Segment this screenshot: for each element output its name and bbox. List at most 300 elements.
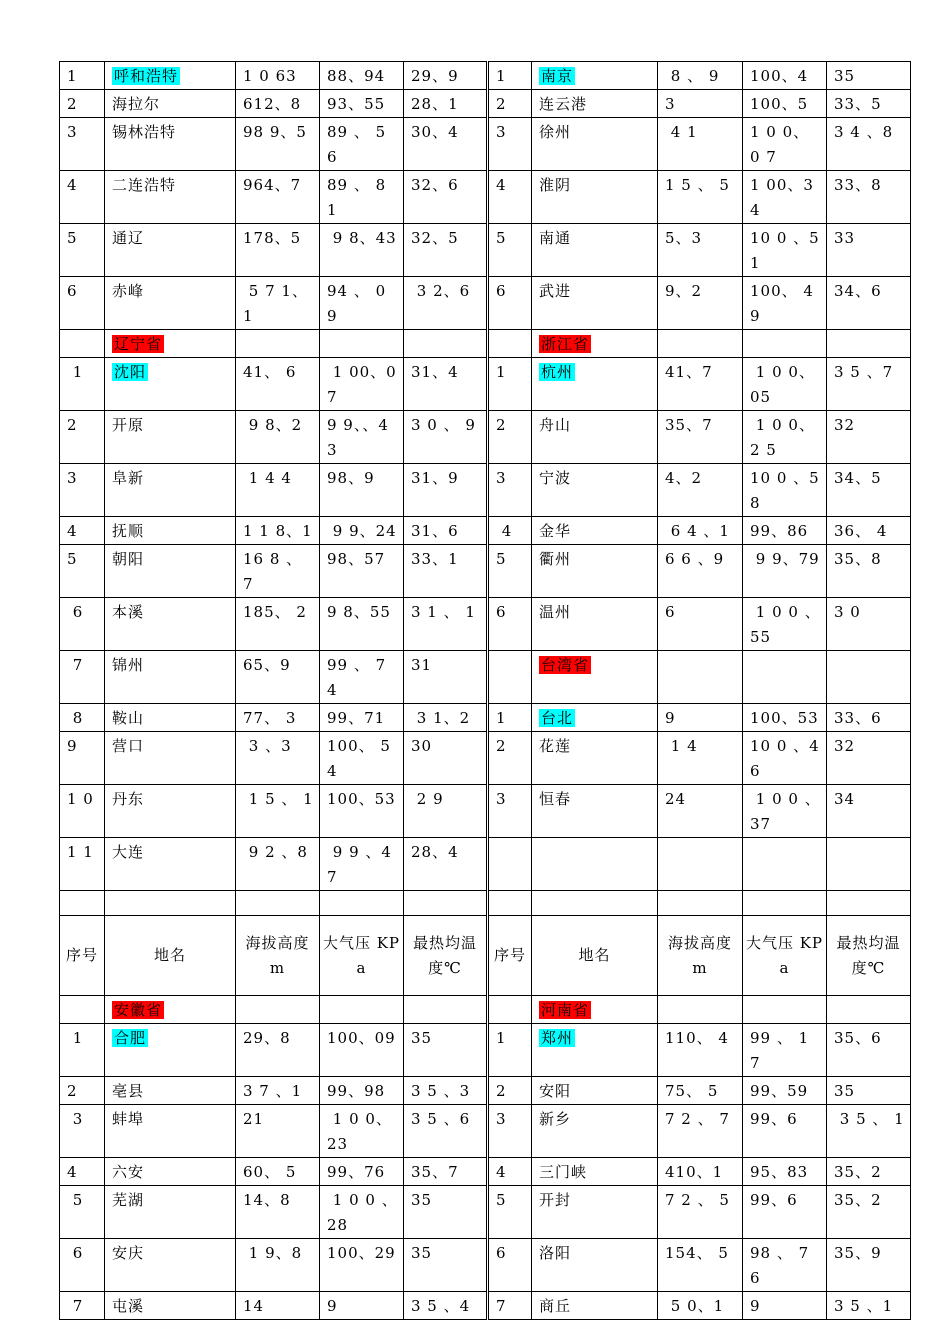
table-row [60, 1158, 911, 1186]
cell-name: 通辽 [105, 224, 236, 277]
highlighted-city: 台北 [541, 709, 574, 727]
cell-press: 1 0 0 、37 [743, 785, 827, 838]
climate-data-sheet [59, 61, 910, 1320]
cell-press: 99、59 [743, 1077, 827, 1105]
cell-name: 锡林浩特 [105, 118, 236, 171]
cell-empty [827, 651, 911, 704]
province-cell [532, 330, 658, 358]
cell-alt: 6 [658, 598, 743, 651]
header-name: 地名 [532, 916, 658, 996]
cell-temp: 34、6 [827, 277, 911, 330]
cell-temp: 35 [404, 1186, 488, 1239]
cell-name: 阜新 [105, 464, 236, 517]
cell-temp: 30 [404, 732, 488, 785]
cell-press: 94 、 0 9 [320, 277, 404, 330]
cell-temp: 35 [404, 1024, 488, 1077]
cell-no [488, 838, 532, 891]
cell-name: 朝阳 [105, 545, 236, 598]
cell-no: 4 [60, 171, 105, 224]
table-row [60, 704, 911, 732]
cell-press: 9 8、55 [320, 598, 404, 651]
cell-alt: 612、8 [236, 90, 320, 118]
cell-no: 5 [488, 1186, 532, 1239]
cell-press: 88、94 [320, 62, 404, 90]
cell-press: 100、53 [743, 704, 827, 732]
cell-name: 营口 [105, 732, 236, 785]
cell-no: 1 [60, 358, 105, 411]
cell-press: 9 9、、4 3 [320, 411, 404, 464]
table-row [60, 651, 911, 704]
cell-alt: 1 4 [658, 732, 743, 785]
cell-temp: 3 5 、6 [404, 1105, 488, 1158]
cell-temp: 34、5 [827, 464, 911, 517]
cell-temp: 31 [404, 651, 488, 704]
header-alt: 海拔高度 m [658, 916, 743, 996]
province-cell [105, 996, 236, 1024]
province-cell [105, 330, 236, 358]
cell-press: 98、9 [320, 464, 404, 517]
cell-alt: 1 1 8、1 [236, 517, 320, 545]
table-row [60, 916, 911, 996]
cell-alt: 24 [658, 785, 743, 838]
cell-name: 赤峰 [105, 277, 236, 330]
cell-temp: 31、6 [404, 517, 488, 545]
cell-name: 开封 [532, 1186, 658, 1239]
cell-alt: 77、 3 [236, 704, 320, 732]
cell-name: 武进 [532, 277, 658, 330]
cell-name [532, 891, 658, 916]
cell-name: 蚌埠 [105, 1105, 236, 1158]
cell-temp: 35、2 [827, 1186, 911, 1239]
cell-name [532, 62, 658, 90]
highlighted-city: 沈阳 [114, 363, 147, 381]
cell-temp [404, 891, 488, 916]
cell-temp: 3 1 、 1 [404, 598, 488, 651]
cell-alt: 1 0 63 [236, 62, 320, 90]
cell-press: 1 00、07 [320, 358, 404, 411]
cell-press: 100、 5 4 [320, 732, 404, 785]
cell-empty [236, 330, 320, 358]
cell-no: 5 [60, 224, 105, 277]
cell-no: 7 [488, 1292, 532, 1320]
cell-no: 1 [488, 1024, 532, 1077]
header-press: 大气压 KPa [320, 916, 404, 996]
cell-temp: 28、1 [404, 90, 488, 118]
cell-name: 淮阴 [532, 171, 658, 224]
cell-no [60, 891, 105, 916]
cell-no: 5 [60, 545, 105, 598]
cell-alt: 98 9、5 [236, 118, 320, 171]
highlighted-city: 杭州 [541, 363, 574, 381]
cell-empty [60, 330, 105, 358]
table-row [60, 1105, 911, 1158]
cell-no: 2 [488, 90, 532, 118]
cell-alt: 1 5 、 1 [236, 785, 320, 838]
header-temp: 最热均温度℃ [404, 916, 488, 996]
cell-press: 1 00、34 [743, 171, 827, 224]
cell-no: 1 [488, 358, 532, 411]
cell-no: 6 [60, 277, 105, 330]
cell-name: 安庆 [105, 1239, 236, 1292]
cell-temp: 33、1 [404, 545, 488, 598]
cell-empty [658, 996, 743, 1024]
cell-no: 1 [60, 62, 105, 90]
cell-temp: 35、2 [827, 1158, 911, 1186]
cell-name: 芜湖 [105, 1186, 236, 1239]
table-row [60, 838, 911, 891]
header-no: 序号 [60, 916, 105, 996]
header-no: 序号 [488, 916, 532, 996]
cell-no: 7 [60, 1292, 105, 1320]
cell-temp: 35、7 [404, 1158, 488, 1186]
cell-empty [743, 330, 827, 358]
province-label: 浙江省 [541, 335, 590, 353]
table-row [60, 545, 911, 598]
cell-name [105, 358, 236, 411]
cell-press: 1 0 0 、55 [743, 598, 827, 651]
cell-no: 1 [488, 704, 532, 732]
cell-alt [236, 891, 320, 916]
cell-no: 2 [60, 90, 105, 118]
cell-press: 10 0 、46 [743, 732, 827, 785]
cell-name: 安阳 [532, 1077, 658, 1105]
cell-temp: 3 5 、 1 [827, 1105, 911, 1158]
cell-no: 1 [60, 1024, 105, 1077]
table-row [60, 464, 911, 517]
cell-name: 徐州 [532, 118, 658, 171]
table-row [60, 1024, 911, 1077]
table-row [60, 1077, 911, 1105]
cell-press: 100、5 [743, 90, 827, 118]
cell-press: 95、83 [743, 1158, 827, 1186]
table-row [60, 224, 911, 277]
cell-temp: 32 [827, 732, 911, 785]
province-cell [532, 996, 658, 1024]
cell-press: 10 0 、58 [743, 464, 827, 517]
cell-name: 洛阳 [532, 1239, 658, 1292]
cell-temp: 3 2、6 [404, 277, 488, 330]
cell-no: 6 [488, 1239, 532, 1292]
table-row [60, 171, 911, 224]
cell-temp: 35、6 [827, 1024, 911, 1077]
cell-name: 屯溪 [105, 1292, 236, 1320]
cell-no: 5 [488, 224, 532, 277]
cell-press: 9 [320, 1292, 404, 1320]
cell-name [105, 62, 236, 90]
cell-alt: 6 6 、9 [658, 545, 743, 598]
cell-alt: 964、7 [236, 171, 320, 224]
cell-no: 6 [488, 598, 532, 651]
cell-alt: 5 7 1、1 [236, 277, 320, 330]
table-row [60, 517, 911, 545]
cell-no: 6 [60, 598, 105, 651]
cell-name: 开原 [105, 411, 236, 464]
cell-no: 8 [60, 704, 105, 732]
cell-no: 1 0 [60, 785, 105, 838]
cell-no: 3 [60, 464, 105, 517]
cell-name: 温州 [532, 598, 658, 651]
cell-press: 100、4 [743, 62, 827, 90]
cell-name: 金华 [532, 517, 658, 545]
cell-press: 9 9 、47 [320, 838, 404, 891]
cell-press: 99、98 [320, 1077, 404, 1105]
cell-no: 4 [60, 1158, 105, 1186]
header-press: 大气压 KPa [743, 916, 827, 996]
cell-temp: 35、8 [827, 545, 911, 598]
cell-alt: 9、2 [658, 277, 743, 330]
cell-press: 99 、 1 7 [743, 1024, 827, 1077]
cell-no: 4 [488, 1158, 532, 1186]
cell-no: 2 [488, 732, 532, 785]
cell-temp: 33 [827, 224, 911, 277]
cell-no: 2 [488, 411, 532, 464]
cell-no: 3 [488, 118, 532, 171]
cell-alt: 178、5 [236, 224, 320, 277]
cell-alt: 7 2 、 7 [658, 1105, 743, 1158]
cell-name: 花莲 [532, 732, 658, 785]
table-row [60, 732, 911, 785]
cell-temp: 3 0 、 9 [404, 411, 488, 464]
cell-alt: 9 [658, 704, 743, 732]
cell-name: 鞍山 [105, 704, 236, 732]
cell-press [320, 891, 404, 916]
cell-temp: 3 0 [827, 598, 911, 651]
cell-name: 衢州 [532, 545, 658, 598]
table-row [60, 891, 911, 916]
cell-press: 100、53 [320, 785, 404, 838]
cell-name: 三门峡 [532, 1158, 658, 1186]
cell-press: 89 、 8 1 [320, 171, 404, 224]
cell-alt: 35、7 [658, 411, 743, 464]
cell-no: 2 [60, 411, 105, 464]
cell-no: 5 [60, 1186, 105, 1239]
province-label: 河南省 [541, 1001, 590, 1019]
cell-name [532, 704, 658, 732]
cell-alt: 1 5 、 5 [658, 171, 743, 224]
cell-press: 9 8、43 [320, 224, 404, 277]
cell-press: 9 [743, 1292, 827, 1320]
cell-press: 99 、 7 4 [320, 651, 404, 704]
cell-name [532, 1024, 658, 1077]
cell-alt: 5 0、1 [658, 1292, 743, 1320]
cell-alt: 14、8 [236, 1186, 320, 1239]
cell-press: 1 0 0、 0 7 [743, 118, 827, 171]
cell-temp: 32、6 [404, 171, 488, 224]
cell-no: 3 [60, 118, 105, 171]
cell-name: 宁波 [532, 464, 658, 517]
cell-temp: 35 [827, 1077, 911, 1105]
cell-alt: 3 [658, 90, 743, 118]
cell-name: 锦州 [105, 651, 236, 704]
cell-temp: 3 5 、4 [404, 1292, 488, 1320]
cell-temp [827, 891, 911, 916]
cell-empty [488, 330, 532, 358]
cell-name: 丹东 [105, 785, 236, 838]
climate-table [59, 61, 911, 1320]
table-row [60, 1292, 911, 1320]
cell-no: 4 [488, 517, 532, 545]
cell-no: 6 [488, 277, 532, 330]
cell-empty [488, 996, 532, 1024]
cell-alt: 4、2 [658, 464, 743, 517]
province-cell [532, 651, 658, 704]
cell-no: 4 [60, 517, 105, 545]
province-label: 辽宁省 [114, 335, 163, 353]
cell-press: 99、71 [320, 704, 404, 732]
cell-temp: 28、4 [404, 838, 488, 891]
cell-alt: 5、3 [658, 224, 743, 277]
cell-name: 本溪 [105, 598, 236, 651]
cell-alt: 60、 5 [236, 1158, 320, 1186]
cell-press: 1 0 0 、28 [320, 1186, 404, 1239]
cell-press: 9 9、79 [743, 545, 827, 598]
cell-press: 99、86 [743, 517, 827, 545]
cell-empty [743, 996, 827, 1024]
cell-alt: 1 4 4 [236, 464, 320, 517]
cell-temp: 2 9 [404, 785, 488, 838]
cell-alt: 65、9 [236, 651, 320, 704]
cell-press: 99、76 [320, 1158, 404, 1186]
cell-temp: 33、6 [827, 704, 911, 732]
cell-alt: 3 、3 [236, 732, 320, 785]
cell-press [743, 891, 827, 916]
cell-alt: 29、8 [236, 1024, 320, 1077]
cell-empty [60, 996, 105, 1024]
cell-temp: 31、9 [404, 464, 488, 517]
cell-alt: 7 2 、 5 [658, 1186, 743, 1239]
cell-press: 98 、 7 6 [743, 1239, 827, 1292]
cell-no: 3 [488, 785, 532, 838]
cell-name: 亳县 [105, 1077, 236, 1105]
cell-alt [658, 891, 743, 916]
cell-press: 9 9、24 [320, 517, 404, 545]
cell-alt: 14 [236, 1292, 320, 1320]
cell-temp: 36、 4 [827, 517, 911, 545]
cell-press [743, 838, 827, 891]
table-row [60, 118, 911, 171]
cell-name: 南通 [532, 224, 658, 277]
table-row [60, 1239, 911, 1292]
table-row [60, 785, 911, 838]
cell-temp: 31、4 [404, 358, 488, 411]
table-row [60, 1186, 911, 1239]
cell-temp: 33、8 [827, 171, 911, 224]
cell-temp: 35 [827, 62, 911, 90]
cell-empty [404, 330, 488, 358]
cell-no: 5 [488, 545, 532, 598]
cell-name: 恒春 [532, 785, 658, 838]
cell-alt: 1 9、8 [236, 1239, 320, 1292]
cell-press: 98、57 [320, 545, 404, 598]
cell-no: 9 [60, 732, 105, 785]
cell-temp: 35 [404, 1239, 488, 1292]
cell-temp: 35、9 [827, 1239, 911, 1292]
cell-alt: 6 4 、1 [658, 517, 743, 545]
cell-no: 1 [488, 62, 532, 90]
cell-temp: 29、9 [404, 62, 488, 90]
cell-no: 3 [488, 1105, 532, 1158]
cell-alt: 8 、 9 [658, 62, 743, 90]
cell-empty [488, 651, 532, 704]
cell-empty [827, 330, 911, 358]
cell-alt: 9 2 、8 [236, 838, 320, 891]
cell-temp: 3 5 、7 [827, 358, 911, 411]
cell-temp: 34 [827, 785, 911, 838]
cell-no: 1 1 [60, 838, 105, 891]
cell-press: 100、09 [320, 1024, 404, 1077]
cell-name: 商丘 [532, 1292, 658, 1320]
table-row [60, 411, 911, 464]
cell-alt: 410、1 [658, 1158, 743, 1186]
cell-alt: 75、 5 [658, 1077, 743, 1105]
cell-no: 2 [60, 1077, 105, 1105]
cell-alt: 21 [236, 1105, 320, 1158]
cell-temp: 3 5 、1 [827, 1292, 911, 1320]
cell-name: 六安 [105, 1158, 236, 1186]
cell-press: 93、55 [320, 90, 404, 118]
cell-empty [658, 330, 743, 358]
highlighted-city: 南京 [541, 67, 574, 85]
cell-alt: 185、 2 [236, 598, 320, 651]
table-row [60, 277, 911, 330]
highlighted-city: 郑州 [541, 1029, 574, 1047]
table-row [60, 62, 911, 90]
header-alt: 海拔高度 m [236, 916, 320, 996]
table-row [60, 330, 911, 358]
cell-name [105, 891, 236, 916]
cell-alt [658, 838, 743, 891]
cell-press: 89 、 5 6 [320, 118, 404, 171]
highlighted-city: 呼和浩特 [114, 67, 179, 85]
cell-no [488, 891, 532, 916]
cell-press: 100、 4 9 [743, 277, 827, 330]
cell-name [532, 838, 658, 891]
cell-temp: 3 4 、8 [827, 118, 911, 171]
cell-press: 1 0 0、23 [320, 1105, 404, 1158]
cell-alt: 4 1 [658, 118, 743, 171]
cell-temp: 30、4 [404, 118, 488, 171]
cell-no: 6 [60, 1239, 105, 1292]
cell-temp: 32 [827, 411, 911, 464]
cell-alt: 110、 4 [658, 1024, 743, 1077]
cell-press: 100、29 [320, 1239, 404, 1292]
cell-press: 99、6 [743, 1105, 827, 1158]
cell-no: 3 [488, 464, 532, 517]
cell-name: 海拉尔 [105, 90, 236, 118]
cell-name: 连云港 [532, 90, 658, 118]
cell-alt: 9 8、2 [236, 411, 320, 464]
cell-alt: 16 8 、 7 [236, 545, 320, 598]
cell-temp: 3 5 、3 [404, 1077, 488, 1105]
cell-press: 99、6 [743, 1186, 827, 1239]
cell-temp: 3 1、2 [404, 704, 488, 732]
cell-empty [320, 330, 404, 358]
cell-no: 4 [488, 171, 532, 224]
highlighted-city: 合肥 [114, 1029, 147, 1047]
cell-press: 1 0 0、05 [743, 358, 827, 411]
cell-empty [658, 651, 743, 704]
cell-empty [743, 651, 827, 704]
cell-temp: 33、5 [827, 90, 911, 118]
cell-temp [827, 838, 911, 891]
cell-alt: 154、 5 [658, 1239, 743, 1292]
cell-name: 二连浩特 [105, 171, 236, 224]
cell-name [105, 1024, 236, 1077]
cell-press: 1 0 0、2 5 [743, 411, 827, 464]
cell-name: 舟山 [532, 411, 658, 464]
table-row [60, 996, 911, 1024]
province-label: 安徽省 [114, 1001, 163, 1019]
